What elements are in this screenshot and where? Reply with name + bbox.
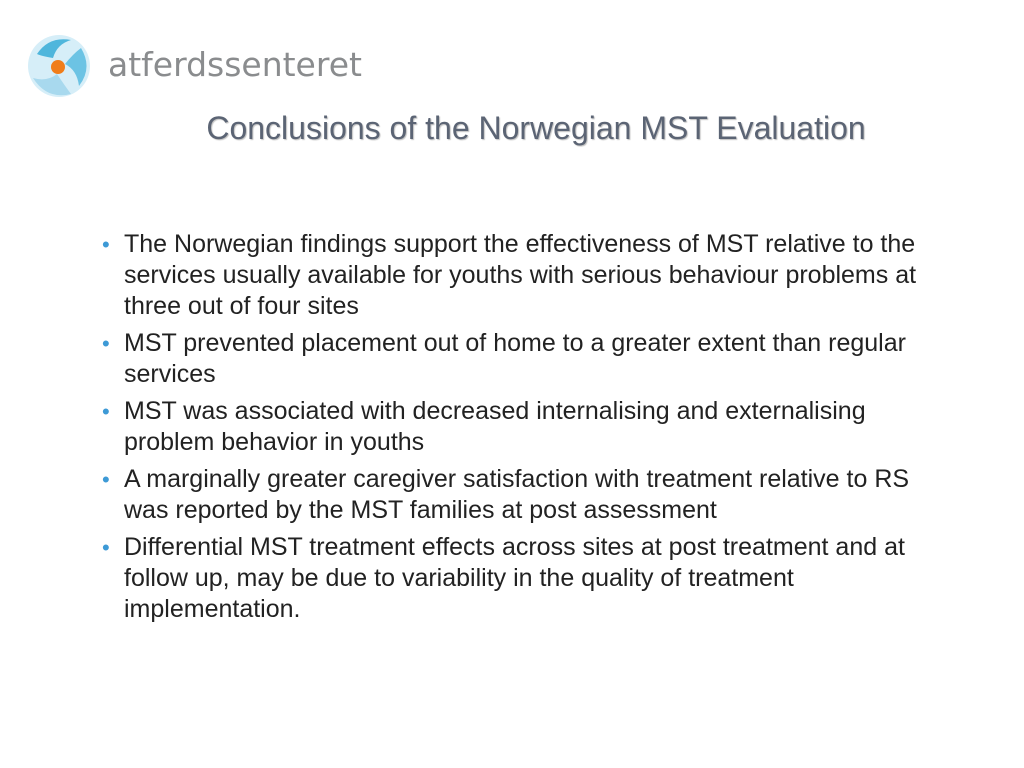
- bullet-dot-icon: •: [102, 535, 110, 560]
- bullet-text: A marginally greater caregiver satisfaction with treatment relative to RS was reported by the MST families at post assessment: [124, 465, 910, 524]
- bullet-dot-icon: •: [102, 232, 110, 257]
- atferdssenteret-logo-icon: [27, 34, 91, 98]
- bullet-item: [100, 532, 950, 625]
- bullet-dot-icon: •: [102, 399, 110, 424]
- slide-title: Conclusions of the Norwegian MST Evaluation: [206, 110, 866, 146]
- bullet-item: [100, 328, 950, 390]
- bullet-text: Differential MST treatment effects across sites at post treatment and at follow up, may be due to variability in the quality of treatment implementation.: [124, 533, 905, 623]
- bullet-dot-icon: •: [102, 467, 110, 492]
- bullet-text: MST was associated with decreased internalising and externalising problem behavior in youths: [124, 397, 866, 456]
- bullet-item: [100, 464, 950, 526]
- bullet-list: [100, 229, 950, 631]
- bullet-text: The Norwegian findings support the effectiveness of MST relative to the services usually available for youths with serious behaviour problems at three out of four sites: [124, 230, 917, 320]
- bullet-item: [100, 229, 950, 322]
- bullet-text: MST prevented placement out of home to a greater extent than regular services: [124, 329, 906, 388]
- bullet-dot-icon: •: [102, 331, 110, 356]
- bullet-item: [100, 396, 950, 458]
- logo: [27, 34, 362, 98]
- logo-text: atferdssenteret: [108, 45, 362, 84]
